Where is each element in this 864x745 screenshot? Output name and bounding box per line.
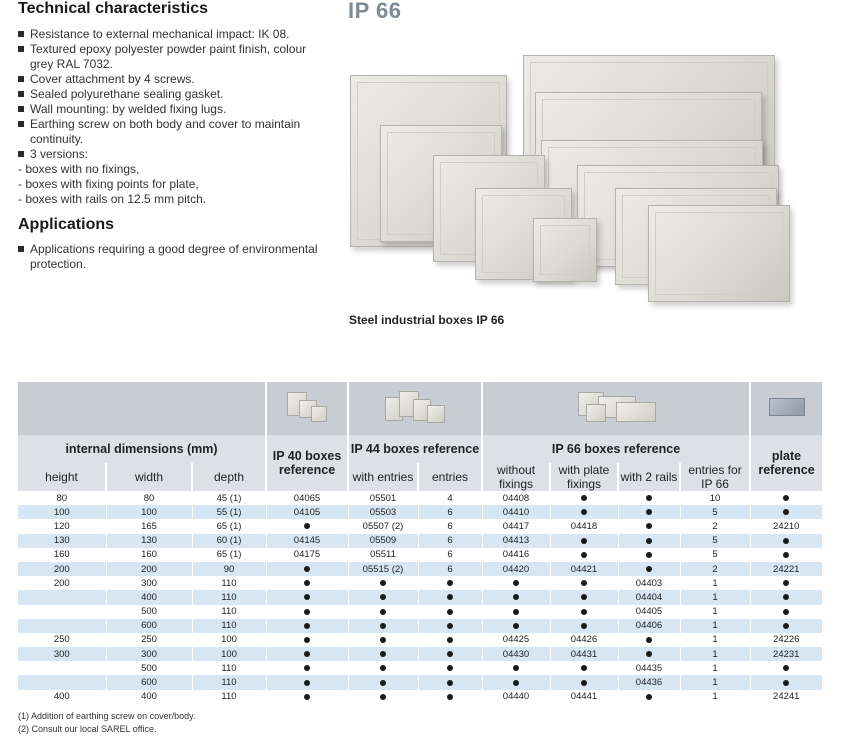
cell-ip40-ref xyxy=(266,619,348,633)
cell-ip66-plate xyxy=(550,548,618,562)
tech-item: - boxes with rails on 12.5 mm pitch. xyxy=(18,192,207,206)
cell-ip66-plate xyxy=(550,576,618,590)
tech-item: Cover attachment by 4 screws. xyxy=(18,72,323,87)
box-small-front xyxy=(533,218,597,282)
cell-ip40-ref xyxy=(266,562,348,576)
cell-depth: 65 (1) xyxy=(192,519,266,533)
dot-marker xyxy=(581,538,587,544)
dot-marker xyxy=(513,594,519,600)
band-ip66 xyxy=(482,382,750,435)
dot-marker xyxy=(304,665,310,671)
cell-ip44-with-entries xyxy=(348,661,418,675)
cell-ip66-plate xyxy=(550,605,618,619)
table-row xyxy=(18,675,822,689)
dot-marker xyxy=(646,495,652,501)
cell-plate-ref: 24221 xyxy=(750,562,822,576)
plate-thumbnail xyxy=(767,396,807,418)
dot-marker xyxy=(447,665,453,671)
dot-marker xyxy=(304,566,310,572)
cell-ip44-entries: 6 xyxy=(418,505,482,519)
cell-height: 130 xyxy=(18,534,106,548)
table-row xyxy=(18,605,822,619)
cell-ip66-plate xyxy=(550,505,618,519)
cell-plate-ref: 24210 xyxy=(750,519,822,533)
cell-ip40-ref xyxy=(266,633,348,647)
ip44-thumbnail xyxy=(383,389,447,425)
dot-marker xyxy=(304,523,310,529)
cell-ip44-with-entries: 05507 (2) xyxy=(348,519,418,533)
cell-ip66-entries: 1 xyxy=(680,647,750,661)
cell-ip44-with-entries: 05501 xyxy=(348,491,418,505)
cell-plate-ref xyxy=(750,534,822,548)
tech-item: Resistance to external mechanical impact: IK 08. xyxy=(18,27,323,42)
dot-marker xyxy=(513,609,519,615)
cell-width: 600 xyxy=(106,619,192,633)
dot-marker xyxy=(380,609,386,615)
col-ip44-with-entries: with entries xyxy=(348,463,418,491)
cell-depth: 110 xyxy=(192,590,266,604)
cell-ip44-entries xyxy=(418,633,482,647)
cell-ip66-plate: 04421 xyxy=(550,562,618,576)
cell-depth: 60 (1) xyxy=(192,534,266,548)
table-row xyxy=(18,661,822,675)
cell-width: 300 xyxy=(106,647,192,661)
cell-width: 250 xyxy=(106,633,192,647)
cell-ip66-without: 04413 xyxy=(482,534,550,548)
cell-ip44-with-entries xyxy=(348,633,418,647)
cell-height xyxy=(18,605,106,619)
cell-ip44-entries xyxy=(418,690,482,704)
dot-marker xyxy=(783,594,789,600)
dot-marker xyxy=(581,623,587,629)
group-ip40: IP 40 boxes reference xyxy=(266,435,348,491)
cell-ip66-plate xyxy=(550,590,618,604)
cell-width: 200 xyxy=(106,562,192,576)
dot-marker xyxy=(581,580,587,586)
table-row xyxy=(18,534,822,548)
dot-marker xyxy=(380,651,386,657)
cell-ip66-plate: 04426 xyxy=(550,633,618,647)
table-row xyxy=(18,519,822,533)
band-ip44 xyxy=(348,382,482,435)
cell-depth: 65 (1) xyxy=(192,548,266,562)
dot-marker xyxy=(447,637,453,643)
cell-ip66-without: 04416 xyxy=(482,548,550,562)
dot-marker xyxy=(304,637,310,643)
cell-height: 400 xyxy=(18,690,106,704)
tech-list xyxy=(18,27,323,207)
dot-marker xyxy=(783,680,789,686)
dot-marker xyxy=(581,609,587,615)
cell-ip44-entries xyxy=(418,661,482,675)
cell-ip66-without: 04440 xyxy=(482,690,550,704)
cell-width: 165 xyxy=(106,519,192,533)
cell-width: 400 xyxy=(106,590,192,604)
cell-width: 500 xyxy=(106,661,192,675)
cell-height: 250 xyxy=(18,633,106,647)
cell-height: 120 xyxy=(18,519,106,533)
cell-depth: 110 xyxy=(192,619,266,633)
cell-height xyxy=(18,661,106,675)
cell-plate-ref xyxy=(750,505,822,519)
cell-width: 100 xyxy=(106,505,192,519)
cell-ip44-entries xyxy=(418,647,482,661)
box-wide-front xyxy=(648,205,790,302)
cell-ip66-plate xyxy=(550,619,618,633)
cell-height xyxy=(18,619,106,633)
dot-marker xyxy=(304,580,310,586)
dot-marker xyxy=(646,538,652,544)
cell-ip66-entries: 5 xyxy=(680,534,750,548)
cell-plate-ref xyxy=(750,590,822,604)
cell-ip44-with-entries xyxy=(348,590,418,604)
cell-plate-ref xyxy=(750,605,822,619)
col-height: height xyxy=(18,463,106,491)
cell-plate-ref xyxy=(750,661,822,675)
group-plate: plate reference xyxy=(750,435,822,491)
table-row xyxy=(18,590,822,604)
table-row xyxy=(18,633,822,647)
cell-ip40-ref: 04065 xyxy=(266,491,348,505)
cell-ip44-entries xyxy=(418,576,482,590)
spec-table xyxy=(18,382,822,704)
cell-ip66-rails: 04405 xyxy=(618,605,680,619)
cell-ip66-rails xyxy=(618,633,680,647)
cell-ip66-without: 04410 xyxy=(482,505,550,519)
dot-marker xyxy=(380,680,386,686)
cell-plate-ref: 24226 xyxy=(750,633,822,647)
col-width: width xyxy=(106,463,192,491)
cell-plate-ref: 24241 xyxy=(750,690,822,704)
dot-marker xyxy=(447,580,453,586)
cell-ip66-without xyxy=(482,576,550,590)
cell-ip66-entries: 1 xyxy=(680,605,750,619)
cell-ip44-with-entries: 05511 xyxy=(348,548,418,562)
cell-ip40-ref: 04145 xyxy=(266,534,348,548)
cell-ip66-entries: 1 xyxy=(680,619,750,633)
cell-height xyxy=(18,675,106,689)
dot-marker xyxy=(783,538,789,544)
cell-ip44-entries: 6 xyxy=(418,519,482,533)
cell-ip40-ref: 04175 xyxy=(266,548,348,562)
cell-ip44-with-entries: 05503 xyxy=(348,505,418,519)
dot-marker xyxy=(513,623,519,629)
table-row xyxy=(18,505,822,519)
cell-ip66-plate: 04441 xyxy=(550,690,618,704)
dot-marker xyxy=(646,509,652,515)
cell-ip44-entries xyxy=(418,605,482,619)
cell-ip66-entries: 2 xyxy=(680,519,750,533)
cell-depth: 110 xyxy=(192,690,266,704)
ip40-thumbnail xyxy=(285,390,329,424)
dot-marker xyxy=(783,495,789,501)
cell-height: 100 xyxy=(18,505,106,519)
cell-width: 130 xyxy=(106,534,192,548)
table-row xyxy=(18,562,822,576)
cell-ip66-entries: 2 xyxy=(680,562,750,576)
tech-item: Earthing screw on both body and cover to maintain continuity. xyxy=(18,117,323,147)
cell-ip44-entries xyxy=(418,675,482,689)
col-ip66-plate: with plate fixings xyxy=(550,463,618,491)
cell-ip40-ref xyxy=(266,576,348,590)
cell-height: 160 xyxy=(18,548,106,562)
cell-ip44-with-entries xyxy=(348,619,418,633)
dot-marker xyxy=(380,637,386,643)
dot-marker xyxy=(783,623,789,629)
cell-ip40-ref xyxy=(266,690,348,704)
cell-ip44-with-entries xyxy=(348,690,418,704)
cell-ip66-without: 04408 xyxy=(482,491,550,505)
dot-marker xyxy=(513,665,519,671)
cell-width: 500 xyxy=(106,605,192,619)
cell-ip66-plate xyxy=(550,675,618,689)
dot-marker xyxy=(447,651,453,657)
apps-list xyxy=(18,242,328,272)
cell-ip66-entries: 1 xyxy=(680,576,750,590)
cell-ip66-without xyxy=(482,675,550,689)
col-ip66-entries: entries for IP 66 xyxy=(680,463,750,491)
cell-depth: 110 xyxy=(192,661,266,675)
cell-width: 160 xyxy=(106,548,192,562)
dot-marker xyxy=(380,580,386,586)
dot-marker xyxy=(447,680,453,686)
cell-ip66-entries: 1 xyxy=(680,661,750,675)
cell-depth: 45 (1) xyxy=(192,491,266,505)
cell-depth: 90 xyxy=(192,562,266,576)
band-plate xyxy=(750,382,822,435)
cell-ip66-rails xyxy=(618,534,680,548)
tech-item: 3 versions: xyxy=(18,147,323,162)
footnote-1: (1) Addition of earthing screw on cover/body. xyxy=(18,711,196,721)
cell-height: 200 xyxy=(18,562,106,576)
col-ip44-entries: entries xyxy=(418,463,482,491)
cell-ip66-rails xyxy=(618,491,680,505)
cell-ip66-entries: 1 xyxy=(680,690,750,704)
dot-marker xyxy=(646,552,652,558)
dot-marker xyxy=(304,651,310,657)
dot-marker xyxy=(304,680,310,686)
dot-marker xyxy=(447,623,453,629)
tech-item: - boxes with no fixings, xyxy=(18,162,140,176)
dot-marker xyxy=(513,680,519,686)
cell-ip66-plate xyxy=(550,661,618,675)
tech-item: Textured epoxy polyester powder paint finish, colour grey RAL 7032. xyxy=(18,42,323,72)
cell-ip44-with-entries xyxy=(348,576,418,590)
cell-ip66-entries: 1 xyxy=(680,590,750,604)
dot-marker xyxy=(646,637,652,643)
cell-ip40-ref xyxy=(266,519,348,533)
cell-depth: 110 xyxy=(192,675,266,689)
dot-marker xyxy=(783,580,789,586)
tech-title: Technical characteristics xyxy=(18,0,209,17)
dot-marker xyxy=(783,509,789,515)
band-internal xyxy=(18,382,266,435)
col-depth: depth xyxy=(192,463,266,491)
footnotes xyxy=(18,710,195,736)
cell-ip66-without xyxy=(482,619,550,633)
dot-marker xyxy=(447,694,453,700)
cell-ip66-without: 04417 xyxy=(482,519,550,533)
cell-height: 300 xyxy=(18,647,106,661)
dot-marker xyxy=(380,623,386,629)
col-ip66-without: without fixings xyxy=(482,463,550,491)
cell-width: 80 xyxy=(106,491,192,505)
cell-ip66-rails: 04436 xyxy=(618,675,680,689)
table-row xyxy=(18,619,822,633)
group-ip66: IP 66 boxes reference xyxy=(482,435,750,463)
cell-ip66-rails: 04406 xyxy=(618,619,680,633)
dot-marker xyxy=(646,566,652,572)
cell-width: 400 xyxy=(106,690,192,704)
apps-title: Applications xyxy=(18,216,115,233)
dot-marker xyxy=(304,623,310,629)
cell-ip40-ref xyxy=(266,590,348,604)
dot-marker xyxy=(447,594,453,600)
dot-marker xyxy=(581,509,587,515)
cell-ip44-entries xyxy=(418,590,482,604)
cell-ip40-ref xyxy=(266,661,348,675)
dot-marker xyxy=(380,594,386,600)
tech-item: - boxes with fixing points for plate, xyxy=(18,177,199,191)
cell-ip66-without: 04430 xyxy=(482,647,550,661)
cell-plate-ref xyxy=(750,491,822,505)
cell-depth: 110 xyxy=(192,605,266,619)
photo-caption: Steel industrial boxes IP 66 xyxy=(349,313,505,327)
cell-ip44-with-entries xyxy=(348,647,418,661)
band-ip40 xyxy=(266,382,348,435)
dot-marker xyxy=(783,665,789,671)
cell-plate-ref xyxy=(750,619,822,633)
cell-depth: 110 xyxy=(192,576,266,590)
dot-marker xyxy=(646,651,652,657)
cell-ip44-entries: 6 xyxy=(418,534,482,548)
dot-marker xyxy=(581,680,587,686)
cell-height: 200 xyxy=(18,576,106,590)
dot-marker xyxy=(581,594,587,600)
ip66-thumbnail xyxy=(576,390,656,424)
dot-marker xyxy=(304,694,310,700)
group-internal-dimensions: internal dimensions (mm) xyxy=(18,435,266,463)
cell-ip44-with-entries: 05509 xyxy=(348,534,418,548)
group-ip44: IP 44 boxes reference xyxy=(348,435,482,463)
apps-item: Applications requiring a good degree of environmental protection. xyxy=(18,242,328,272)
cell-ip66-rails xyxy=(618,519,680,533)
dot-marker xyxy=(581,552,587,558)
cell-ip44-entries: 6 xyxy=(418,548,482,562)
cell-ip66-plate xyxy=(550,534,618,548)
cell-depth: 55 (1) xyxy=(192,505,266,519)
table-row xyxy=(18,647,822,661)
dot-marker xyxy=(513,580,519,586)
cell-ip44-with-entries: 05515 (2) xyxy=(348,562,418,576)
cell-ip66-rails xyxy=(618,690,680,704)
cell-ip66-plate: 04431 xyxy=(550,647,618,661)
cell-plate-ref xyxy=(750,576,822,590)
cell-ip66-rails xyxy=(618,647,680,661)
cell-height xyxy=(18,590,106,604)
dot-marker xyxy=(646,694,652,700)
cell-ip66-entries: 5 xyxy=(680,505,750,519)
cell-ip66-entries: 1 xyxy=(680,675,750,689)
product-photo xyxy=(345,30,805,315)
dot-marker xyxy=(646,523,652,529)
cell-ip66-without xyxy=(482,590,550,604)
cell-ip44-entries: 6 xyxy=(418,562,482,576)
cell-ip66-entries: 1 xyxy=(680,633,750,647)
cell-ip66-without: 04425 xyxy=(482,633,550,647)
cell-ip66-rails xyxy=(618,505,680,519)
table-row xyxy=(18,690,822,704)
footnote-2: (2) Consult our local SAREL office. xyxy=(18,724,157,734)
cell-width: 300 xyxy=(106,576,192,590)
dot-marker xyxy=(581,665,587,671)
cell-ip66-rails xyxy=(618,548,680,562)
tech-item: Wall mounting: by welded fixing lugs. xyxy=(18,102,323,117)
cell-ip40-ref xyxy=(266,675,348,689)
dot-marker xyxy=(783,552,789,558)
cell-ip66-rails xyxy=(618,562,680,576)
cell-ip44-with-entries xyxy=(348,605,418,619)
cell-ip66-rails: 04403 xyxy=(618,576,680,590)
dot-marker xyxy=(581,495,587,501)
cell-ip66-without xyxy=(482,605,550,619)
cell-height: 80 xyxy=(18,491,106,505)
cell-depth: 100 xyxy=(192,633,266,647)
cell-width: 600 xyxy=(106,675,192,689)
cell-ip40-ref xyxy=(266,605,348,619)
cell-ip66-plate: 04418 xyxy=(550,519,618,533)
tech-item: Sealed polyurethane sealing gasket. xyxy=(18,87,323,102)
table-row xyxy=(18,548,822,562)
cell-plate-ref: 24231 xyxy=(750,647,822,661)
cell-ip66-rails: 04404 xyxy=(618,590,680,604)
cell-ip44-with-entries xyxy=(348,675,418,689)
cell-ip44-entries xyxy=(418,619,482,633)
cell-ip66-rails: 04435 xyxy=(618,661,680,675)
cell-ip40-ref: 04105 xyxy=(266,505,348,519)
table-row xyxy=(18,576,822,590)
table-row xyxy=(18,491,822,505)
dot-marker xyxy=(304,594,310,600)
dot-marker xyxy=(447,609,453,615)
dot-marker xyxy=(304,609,310,615)
cell-plate-ref xyxy=(750,548,822,562)
cell-ip66-plate xyxy=(550,491,618,505)
col-ip66-rails: with 2 rails xyxy=(618,463,680,491)
dot-marker xyxy=(380,694,386,700)
cell-ip66-entries: 5 xyxy=(680,548,750,562)
cell-plate-ref xyxy=(750,675,822,689)
dot-marker xyxy=(380,665,386,671)
cell-ip40-ref xyxy=(266,647,348,661)
cell-ip66-entries: 10 xyxy=(680,491,750,505)
dot-marker xyxy=(783,609,789,615)
cell-ip66-without xyxy=(482,661,550,675)
cell-depth: 100 xyxy=(192,647,266,661)
cell-ip44-entries: 4 xyxy=(418,491,482,505)
ip66-heading: IP 66 xyxy=(348,0,402,23)
cell-ip66-without: 04420 xyxy=(482,562,550,576)
